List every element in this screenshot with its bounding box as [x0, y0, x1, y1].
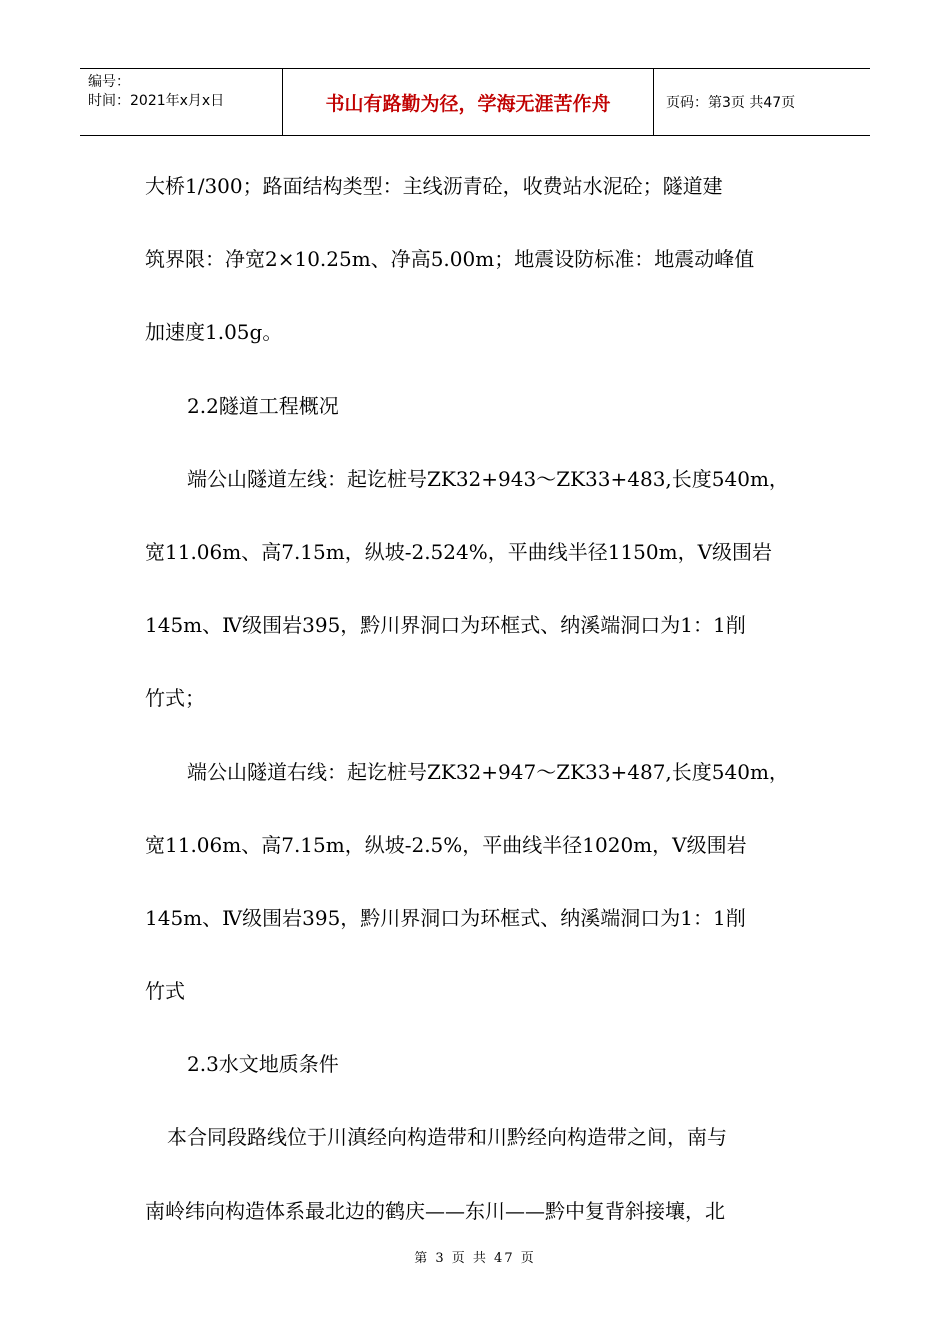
- time-label: 时间：2021年x月x日: [88, 93, 225, 109]
- body-line: 南岭纬向构造体系最北边的鹤庆——东川——黔中复背斜接壤，北: [145, 1198, 725, 1223]
- body-line: 端公山隧道右线：起讫桩号ZK32+947～ZK33+487,长度540m，: [187, 759, 789, 784]
- header-meta: [80, 69, 283, 135]
- section-heading: 2.3水文地质条件: [187, 1052, 339, 1077]
- number-label: 编号：: [88, 74, 130, 90]
- document-body: [145, 163, 805, 1261]
- section-heading: 2.2隧道工程概况: [187, 393, 339, 418]
- header-page-info: 页码：第3页 共47页: [666, 95, 796, 111]
- body-line: 竹式；: [145, 686, 205, 711]
- body-line: 本合同段路线位于川滇经向构造带和川黔经向构造带之间，南与: [167, 1125, 727, 1150]
- body-line: 145m、Ⅳ级围岩395，黔川界洞口为环框式、纳溪端洞口为1：1削: [145, 905, 746, 930]
- body-line: 宽11.06m、高7.15m，纵坡-2.5%，平曲线半径1020m，Ⅴ级围岩: [145, 832, 747, 857]
- header-table: [80, 68, 870, 136]
- body-line: 宽11.06m、高7.15m，纵坡-2.524%，平曲线半径1150m，Ⅴ级围岩: [145, 539, 773, 564]
- body-line: 竹式: [145, 979, 185, 1004]
- page-footer: 第 3 页 共 47 页: [414, 1251, 536, 1266]
- body-line: 145m、Ⅳ级围岩395，黔川界洞口为环框式、纳溪端洞口为1：1削: [145, 613, 746, 638]
- body-line: 大桥1/300；路面结构类型：主线沥青砼，收费站水泥砼；隧道建: [145, 174, 723, 198]
- body-line: 筑界限：净宽2×10.25m、净高5.00m；地震设防标准：地震动峰值: [145, 247, 755, 272]
- body-line: 端公山隧道左线：起讫桩号ZK32+943～ZK33+483,长度540m，: [187, 466, 789, 491]
- header-motto: 书山有路勤为径，学海无涯苦作舟: [283, 69, 654, 135]
- body-line: 加速度1.05g。: [145, 320, 283, 345]
